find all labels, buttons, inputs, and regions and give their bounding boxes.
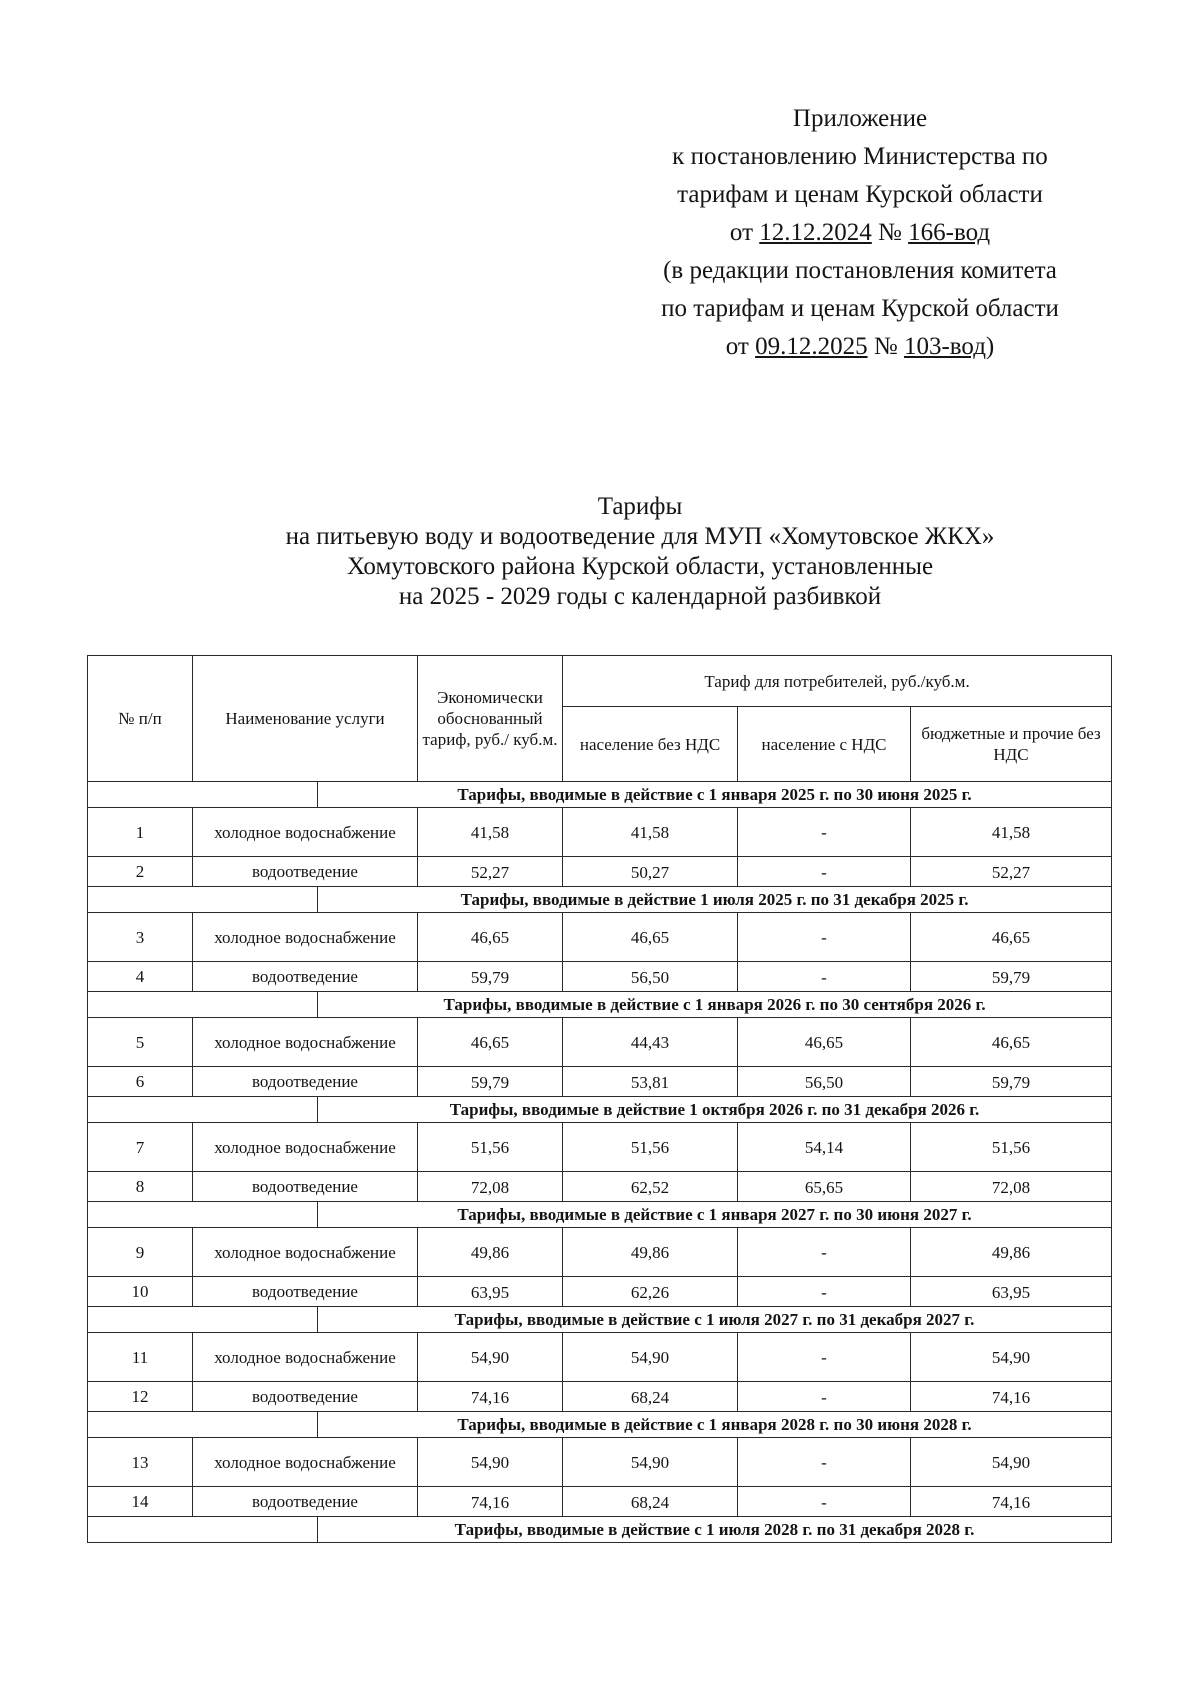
row-number: 13 [88,1438,193,1487]
period-row [88,1202,1112,1228]
econ-tariff-value: 74,16 [418,1382,563,1412]
population-vat-value: 56,50 [738,1067,911,1097]
period-blank-cell [88,1307,318,1333]
row-number: 5 [88,1018,193,1067]
table-row [88,1067,1112,1097]
population-no-vat-value: 44,43 [563,1018,738,1067]
econ-tariff-value: 46,65 [418,1018,563,1067]
table-row [88,857,1112,887]
budget-value: 46,65 [911,913,1112,962]
row-number: 8 [88,1172,193,1202]
table-row [88,1172,1112,1202]
tariff-table [87,655,1112,1543]
row-number: 12 [88,1382,193,1412]
period-blank-cell [88,1517,318,1543]
budget-value: 46,65 [911,1018,1112,1067]
title-line: Хомутовского района Курской области, установленные [346,553,934,580]
population-no-vat-value: 68,24 [563,1487,738,1517]
population-no-vat-value: 62,26 [563,1277,738,1307]
service-name: водоотведение [193,1382,418,1412]
row-number: 9 [88,1228,193,1277]
econ-tariff-value: 63,95 [418,1277,563,1307]
header-population-no-vat: население без НДС [563,707,738,782]
population-no-vat-value: 54,90 [563,1333,738,1382]
budget-value: 51,56 [911,1123,1112,1172]
population-no-vat-value: 56,50 [563,962,738,992]
period-row [88,1307,1112,1333]
budget-value: 41,58 [911,808,1112,857]
budget-value: 59,79 [911,1067,1112,1097]
population-vat-value: - [738,1333,911,1382]
budget-value: 74,16 [911,1487,1112,1517]
budget-value: 72,08 [911,1172,1112,1202]
decree-number: 166-вод [908,219,991,246]
title-line: на 2025 - 2029 годы с календарной разбивкой [398,583,882,610]
table-row [88,1382,1112,1412]
period-blank-cell [88,1097,318,1123]
table-row [88,1333,1112,1382]
row-number: 11 [88,1333,193,1382]
row-number: 4 [88,962,193,992]
population-no-vat-value: 54,90 [563,1438,738,1487]
population-vat-value: - [738,1277,911,1307]
econ-tariff-value: 59,79 [418,1067,563,1097]
table-row [88,1487,1112,1517]
period-title: Тарифы, вводимые в действие с 1 января 2028 г. по 30 июня 2028 г. [318,1412,1112,1438]
decree-date-prefix: от [729,219,760,246]
row-number: 10 [88,1277,193,1307]
econ-tariff-value: 51,56 [418,1123,563,1172]
table-row [88,1438,1112,1487]
budget-value: 54,90 [911,1333,1112,1382]
table-row [88,1277,1112,1307]
econ-tariff-value: 41,58 [418,808,563,857]
period-blank-cell [88,887,318,913]
population-vat-value: - [738,808,911,857]
econ-tariff-value: 59,79 [418,962,563,992]
table-row [88,1228,1112,1277]
population-vat-value: - [738,1487,911,1517]
population-no-vat-value: 49,86 [563,1228,738,1277]
population-no-vat-value: 50,27 [563,857,738,887]
budget-value: 54,90 [911,1438,1112,1487]
budget-value: 63,95 [911,1277,1112,1307]
service-name: водоотведение [193,1487,418,1517]
period-blank-cell [88,1202,318,1228]
period-title: Тарифы, вводимые в действие с 1 января 2026 г. по 30 сентября 2026 г. [318,992,1112,1018]
period-title: Тарифы, вводимые в действие с 1 января 2025 г. по 30 июня 2025 г. [318,782,1112,808]
population-no-vat-value: 46,65 [563,913,738,962]
header-econ-tariff: Экономически обоснованный тариф, руб./ куб.м. [418,656,563,782]
period-row [88,992,1112,1018]
period-blank-cell [88,1412,318,1438]
table-row [88,962,1112,992]
service-name: холодное водоснабжение [193,808,418,857]
appendix-decree-line [610,214,1110,252]
row-number: 7 [88,1123,193,1172]
population-vat-value: - [738,1228,911,1277]
period-blank-cell [88,782,318,808]
row-number: 1 [88,808,193,857]
header-budget: бюджетные и прочие без НДС [911,707,1112,782]
population-vat-value: 46,65 [738,1018,911,1067]
appendix-edition-line: (в редакции постановления комитета [663,257,1057,284]
row-number: 6 [88,1067,193,1097]
period-row [88,887,1112,913]
budget-value: 52,27 [911,857,1112,887]
document-title [160,492,1120,612]
econ-tariff-value: 74,16 [418,1487,563,1517]
population-no-vat-value: 51,56 [563,1123,738,1172]
table-row [88,1123,1112,1172]
service-name: холодное водоснабжение [193,1228,418,1277]
period-title: Тарифы, вводимые в действие 1 октября 2026 г. по 31 декабря 2026 г. [318,1097,1112,1123]
appendix-edition-decree-line [610,328,1110,366]
service-name: водоотведение [193,962,418,992]
population-no-vat-value: 62,52 [563,1172,738,1202]
header-service: Наименование услуги [193,656,418,782]
population-vat-value: - [738,1438,911,1487]
title-line: Тарифы [597,493,683,520]
header-num: № п/п [88,656,193,782]
service-name: холодное водоснабжение [193,913,418,962]
edition-number-sign: № [867,333,904,360]
econ-tariff-value: 49,86 [418,1228,563,1277]
table-header-row [88,656,1112,707]
edition-date: 09.12.2025 [755,333,868,360]
econ-tariff-value: 46,65 [418,913,563,962]
header-population-vat: население с НДС [738,707,911,782]
period-blank-cell [88,992,318,1018]
population-no-vat-value: 53,81 [563,1067,738,1097]
population-vat-value: 54,14 [738,1123,911,1172]
decree-number-sign: № [871,219,909,246]
edition-close: ) [985,333,995,360]
service-name: холодное водоснабжение [193,1333,418,1382]
appendix-line: тарифам и ценам Курской области [677,181,1043,208]
population-vat-value: 65,65 [738,1172,911,1202]
budget-value: 59,79 [911,962,1112,992]
table-row [88,808,1112,857]
period-row [88,782,1112,808]
service-name: холодное водоснабжение [193,1438,418,1487]
appendix-line: Приложение [792,105,928,132]
row-number: 2 [88,857,193,887]
period-title: Тарифы, вводимые в действие с 1 июля 2027 г. по 31 декабря 2027 г. [318,1307,1112,1333]
table-row [88,1018,1112,1067]
row-number: 14 [88,1487,193,1517]
budget-value: 49,86 [911,1228,1112,1277]
population-vat-value: - [738,1382,911,1412]
service-name: водоотведение [193,857,418,887]
table-row [88,913,1112,962]
edition-number: 103-вод [903,333,986,360]
period-row [88,1517,1112,1543]
econ-tariff-value: 54,90 [418,1438,563,1487]
appendix-block [610,100,1110,366]
appendix-edition-line: по тарифам и ценам Курской области [661,295,1059,322]
header-consumer-tariff: Тариф для потребителей, руб./куб.м. [563,656,1112,707]
population-no-vat-value: 41,58 [563,808,738,857]
service-name: водоотведение [193,1277,418,1307]
service-name: водоотведение [193,1172,418,1202]
appendix-line: к постановлению Министерства по [672,143,1048,170]
budget-value: 74,16 [911,1382,1112,1412]
row-number: 3 [88,913,193,962]
econ-tariff-value: 54,90 [418,1333,563,1382]
population-no-vat-value: 68,24 [563,1382,738,1412]
period-title: Тарифы, вводимые в действие с 1 января 2027 г. по 30 июня 2027 г. [318,1202,1112,1228]
service-name: холодное водоснабжение [193,1018,418,1067]
period-row [88,1412,1112,1438]
service-name: водоотведение [193,1067,418,1097]
title-line: на питьевую воду и водоотведение для МУП «Хомутовское ЖКХ» [285,523,995,550]
period-title: Тарифы, вводимые в действие с 1 июля 2028 г. по 31 декабря 2028 г. [318,1517,1112,1543]
period-title: Тарифы, вводимые в действие 1 июля 2025 г. по 31 декабря 2025 г. [318,887,1112,913]
population-vat-value: - [738,913,911,962]
decree-date: 12.12.2024 [759,219,872,246]
population-vat-value: - [738,962,911,992]
population-vat-value: - [738,857,911,887]
period-row [88,1097,1112,1123]
service-name: холодное водоснабжение [193,1123,418,1172]
edition-date-prefix: от [725,333,756,360]
econ-tariff-value: 52,27 [418,857,563,887]
econ-tariff-value: 72,08 [418,1172,563,1202]
